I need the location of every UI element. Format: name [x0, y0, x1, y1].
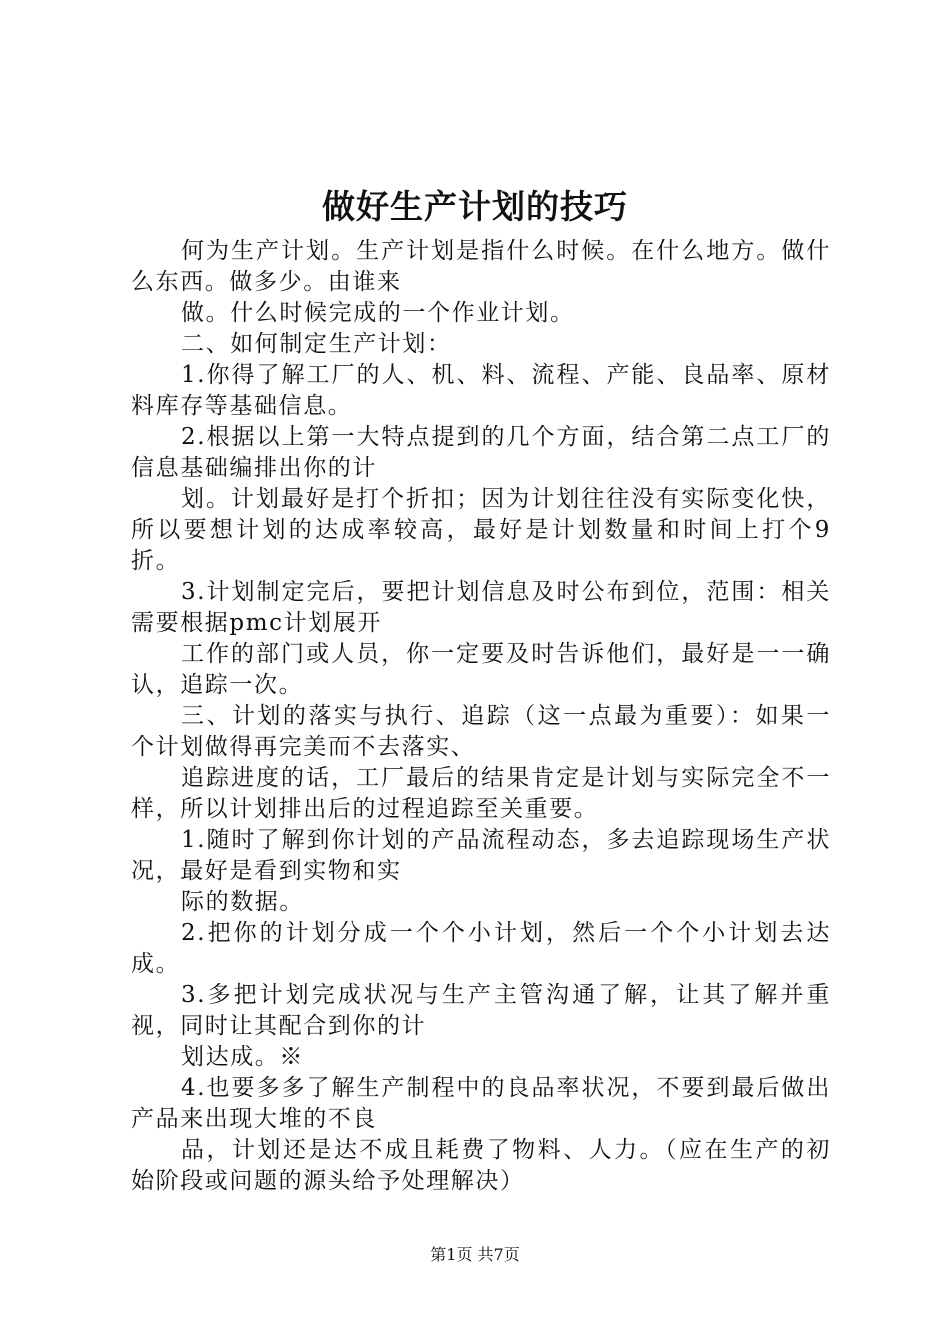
paragraph: 二、如何制定生产计划： — [181, 331, 452, 357]
paragraph: 1.你得了解工厂的人、机、料、流程、产能、良品率、原材料库存等基础信息。 — [131, 362, 831, 419]
paragraph: 工作的部门或人员，你一定要及时告诉他们，最好是一一确认，追踪一次。 — [131, 641, 831, 698]
paragraph: 追踪进度的话，工厂最后的结果肯定是计划与实际完全不一样，所以计划排出后的过程追踪至关重要。 — [131, 765, 831, 822]
paragraph: 4.也要多多了解生产制程中的良品率状况，不要到最后做出产品来出现大堆的不良 — [131, 1075, 831, 1132]
page-footer: 第1页 共7页 — [430, 1245, 520, 1264]
paragraph: 划。计划最好是打个折扣；因为计划往往没有实际变化快，所以要想计划的达成率较高，最好是计划数量和时间上打个9折。 — [131, 486, 831, 574]
document-title: 做好生产计划的技巧 — [322, 187, 628, 226]
paragraph: 三、计划的落实与执行、追踪（这一点最为重要）：如果一个计划做得再完美而不去落实、 — [131, 703, 831, 760]
paragraph: 做。什么时候完成的一个作业计划。 — [181, 300, 575, 326]
paragraph: 3.多把计划完成状况与生产主管沟通了解，让其了解并重视，同时让其配合到你的计 — [131, 982, 831, 1039]
paragraph: 际的数据。 — [181, 889, 304, 915]
paragraph: 3.计划制定完后，要把计划信息及时公布到位，范围：相关需要根据pmc计划展开 — [131, 579, 831, 636]
paragraph: 1.随时了解到你计划的产品流程动态，多去追踪现场生产状况，最好是看到实物和实 — [131, 827, 831, 884]
paragraph: 何为生产计划。生产计划是指什么时候。在什么地方。做什么东西。做多少。由谁来 — [131, 238, 831, 295]
paragraph: 2.根据以上第一大特点提到的几个方面，结合第二点工厂的信息基础编排出你的计 — [131, 424, 831, 481]
paragraph: 划达成。※ — [181, 1044, 304, 1070]
paragraph: 2.把你的计划分成一个个小计划，然后一个个小计划去达成。 — [131, 920, 831, 977]
document-body — [131, 236, 831, 1197]
paragraph: 品，计划还是达不成且耗费了物料、人力。（应在生产的初始阶段或问题的源头给予处理解决） — [131, 1137, 831, 1194]
